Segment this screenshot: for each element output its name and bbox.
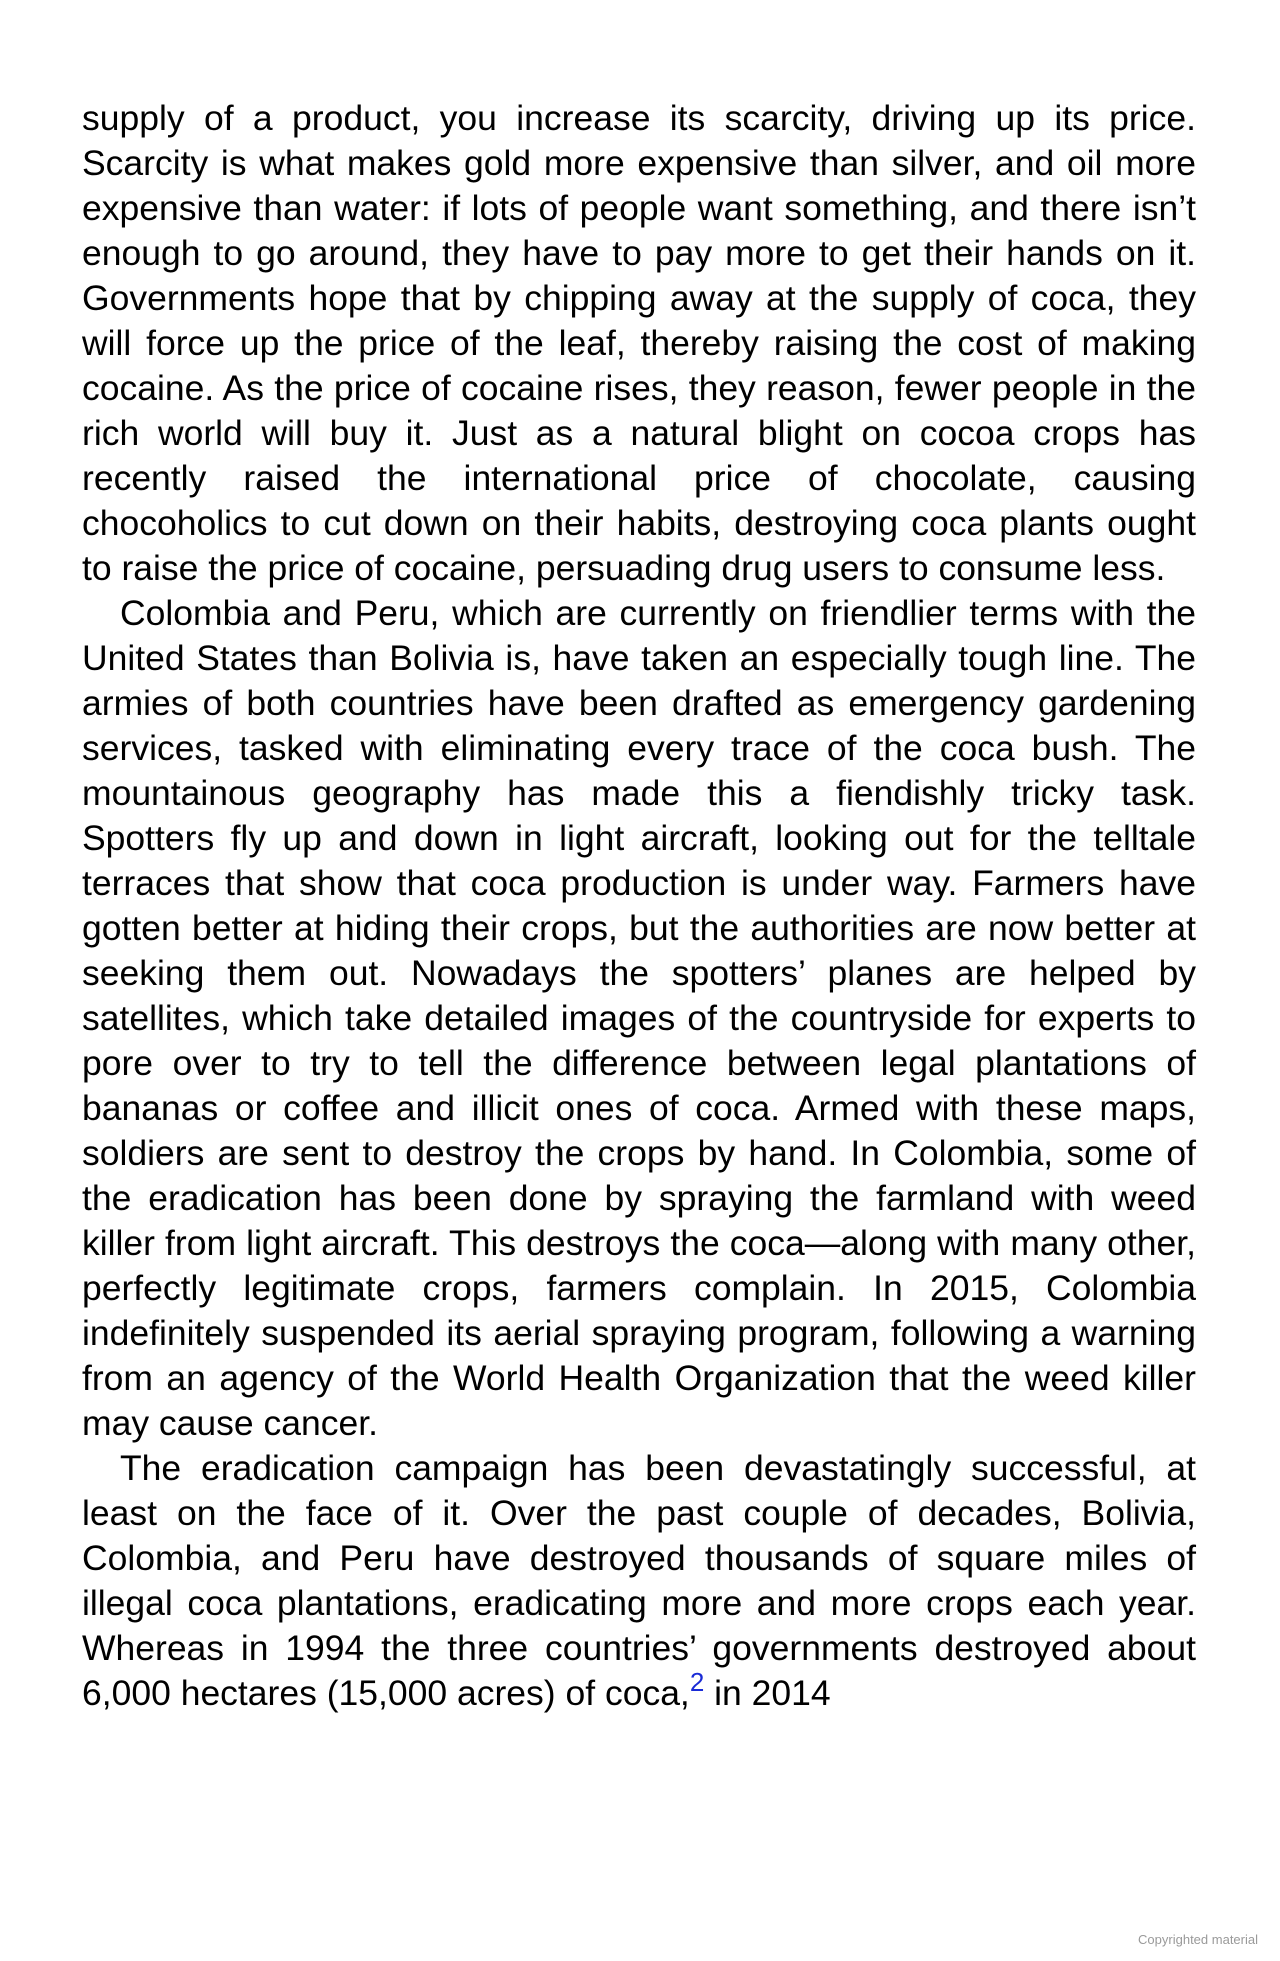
- paragraph-3-text-end: in 2014: [704, 1673, 831, 1713]
- paragraph-1: supply of a product, you increase its scarcity, driving up its price. Scarcity is what makes gold more expensive than silver, and oil more expensive than water: if lots of people want something, and there isn’t enough to go around, they have to pay more to get their hands on it. Governments hope that by chipping away at the supply of coca, they will force up the price of the leaf, thereby raising the cost of making cocaine. As the price of cocaine rises, they reason, fewer people in the rich world will buy it. Just as a natural blight on cocoa crops has recently raised the international price of chocolate, causing chocoholics to cut down on their habits, destroying coca plants ought to raise the price of cocaine, persuading drug users to consume less.: [82, 98, 1196, 588]
- footnote-link[interactable]: 2: [689, 1667, 705, 1697]
- paragraph-3: [82, 1446, 1196, 1716]
- paragraph-2: Colombia and Peru, which are currently on friendlier terms with the United States than Bolivia is, have taken an especially tough line. The armies of both countries have been drafted as emergency gardening services, tasked with eliminating every trace of the coca bush. The mountainous geography has made this a fiendishly tricky task. Spotters fly up and down in light aircraft, looking out for the telltale terraces that show that coca production is under way. Farmers have gotten better at hiding their crops, but the authorities are now better at seeking them out. Nowadays the spotters’ planes are helped by satellites, which take detailed images of the countryside for experts to pore over to try to tell the difference between legal plantations of bananas or coffee and illicit ones of coca. Armed with these maps, soldiers are sent to destroy the crops by hand. In Colombia, some of the eradication has been done by spraying the farmland with weed killer from light aircraft. This destroys the coca—along with many other, perfectly legitimate crops, farmers complain. In 2015, Colombia indefinitely suspended its aerial spraying program, following a warning from an agency of the World Health Organization that the weed killer may cause cancer.: [82, 593, 1196, 1443]
- paragraph-3-text: The eradication campaign has been devastatingly successful, at least on the face of it. Over the past couple of decades, Bolivia, Colombia, and Peru have destroyed thousands of square miles of illegal coca plantations, eradicating more and more crops each year. Whereas in 1994 the three countries’ governments destroyed about 6,000 hectares (15,000 acres) of coca,: [82, 1448, 1196, 1713]
- copyright-notice: Copyrighted material: [1138, 1932, 1258, 1947]
- page-body: [82, 96, 1196, 1716]
